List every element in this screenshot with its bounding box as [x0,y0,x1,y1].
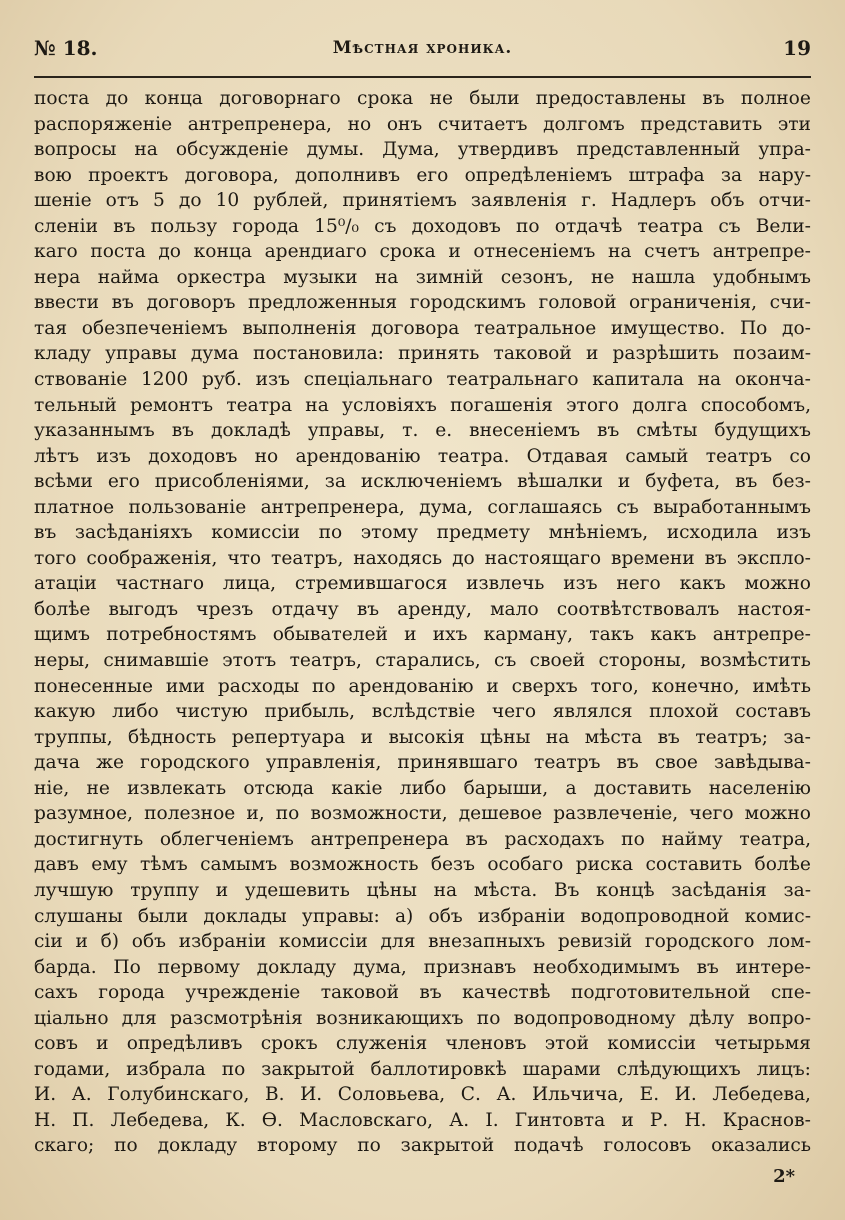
text-line: И. А. Голубинскаго, В. И. Соловьева, С. А. Ильчича, Е. И. Лебедева, [34,1084,811,1106]
text-line: каго поста до конца арендиаго срока и отнесеніемъ на счетъ антрепре- [34,241,811,263]
text-line: труппы, бѣдность репертуара и высокія цѣны на мѣста въ театръ; за- [34,726,811,748]
text-line: платное пользованіе антрепренера, дума, соглашаясь съ выработаннымъ [34,496,811,518]
text-line: неры, снимавшіе этотъ театръ, старались, съ своей стороны, возмѣстить [34,650,811,672]
text-line: распоряженіе антрепренера, но онъ считаетъ долгомъ представить эти [34,113,811,135]
text-line: понесенные ими расходы по арендованію и сверхъ того, конечно, имѣть [34,675,811,697]
text-line: давъ ему тѣмъ самымъ возможность безъ особаго риска составить болѣе [34,854,811,876]
text-line: годами, избрала по закрытой баллотировкѣ шарами слѣдующихъ лицъ: [34,1058,811,1080]
text-line: совъ и опредѣливъ срокъ служенія членовъ этой комиссіи четырьмя [34,1033,811,1055]
signature-mark: 2* [773,1166,795,1187]
text-line: барда. По первому докладу дума, признавъ необходимымъ въ интере- [34,956,811,978]
page-header [34,36,811,70]
text-line: сахъ города учрежденіе таковой въ качествѣ подготовительной спе- [34,982,811,1004]
body-text [34,86,811,1159]
text-line: скаго; по докладу второму по закрытой подачѣ голосовъ оказались [34,1135,811,1157]
text-line: вою проектъ договора, дополнивъ его опредѣленіемъ штрафа за нару- [34,164,811,186]
header-rule [34,76,811,78]
text-line: поста до конца договорнаго срока не были предоставлены въ полное [34,88,811,109]
text-line: ствованіе 1200 руб. изъ спеціальнаго театральнаго капитала на оконча- [34,369,811,391]
text-line: въ засѣданіяхъ комиссіи по этому предмету мнѣніемъ, исходила изъ [34,522,811,544]
text-line: ввести въ договоръ предложенныя городскимъ головой ограниченія, счи- [34,292,811,314]
text-line: ціально для разсмотрѣнія возникающихъ по водопроводному дѣлу вопро- [34,1007,811,1029]
text-line: указаннымъ въ докладѣ управы, т. е. внесеніемъ въ смѣты будущихъ [34,420,811,442]
text-line: слушаны были доклады управы: а) объ избраніи водопроводной комис- [34,905,811,927]
running-title: Мѣстная хроника. [332,38,513,58]
page-number: 19 [783,36,811,60]
text-line: достигнуть облегченіемъ антрепренера въ расходахъ по найму театра, [34,828,811,850]
text-line: разумное, полезное и, по возможности, дешевое развлеченіе, чего можно [34,803,811,825]
text-line: лучшую труппу и удешевить цѣны на мѣста. Въ концѣ засѣданія за- [34,879,811,901]
text-line: всѣми его присобленіями, за исключеніемъ вѣшалки и буфета, въ без- [34,471,811,493]
text-line: сленіи въ пользу города 15⁰/₀ съ доходовъ по отдачѣ театра съ Вели- [34,215,811,237]
text-line: какую либо чистую прибыль, вслѣдствіе чего являлся плохой составъ [34,701,811,723]
text-line: Н. П. Лебедева, К. Ѳ. Масловскаго, А. І. Гинтовта и Р. Н. Краснов- [34,1109,811,1131]
text-line: вопросы на обсужденіе думы. Дума, утвердивъ представленный упра- [34,139,811,161]
text-line: тая обезпеченіемъ выполненія договора театральное имущество. По до- [34,317,811,339]
text-line: щимъ потребностямъ обывателей и ихъ карману, такъ какъ антрепре- [34,624,811,646]
text-line: болѣе выгодъ чрезъ отдачу въ аренду, мало соотвѣтствовалъ настоя- [34,598,811,620]
text-line: атаціи частнаго лица, стремившагося извлечь изъ него какъ можно [34,573,811,595]
text-line: ніе, не извлекать отсюда какіе либо барыши, а доставить населенію [34,777,811,799]
issue-number: № 18. [34,36,98,60]
text-line: шеніе отъ 5 до 10 рублей, принятіемъ заявленія г. Надлеръ объ отчи- [34,190,811,212]
text-line: кладу управы дума постановила: принять таковой и разрѣшить позаим- [34,343,811,365]
text-line: нера найма оркестра музыки на зимній сезонъ, не нашла удобнымъ [34,266,811,288]
text-line: того соображенія, что театръ, находясь до настоящаго времени въ экспло- [34,547,811,569]
text-line: дача же городского управленія, принявшаго театръ въ свое завѣдыва- [34,752,811,774]
text-line: сіи и б) объ избраніи комиссіи для внезапныхъ ревизій городского лом- [34,931,811,953]
text-line: лѣтъ изъ доходовъ но арендованію театра. Отдавая самый театръ со [34,445,811,467]
text-line: тельный ремонтъ театра на условіяхъ погашенія этого долга способомъ, [34,394,811,416]
